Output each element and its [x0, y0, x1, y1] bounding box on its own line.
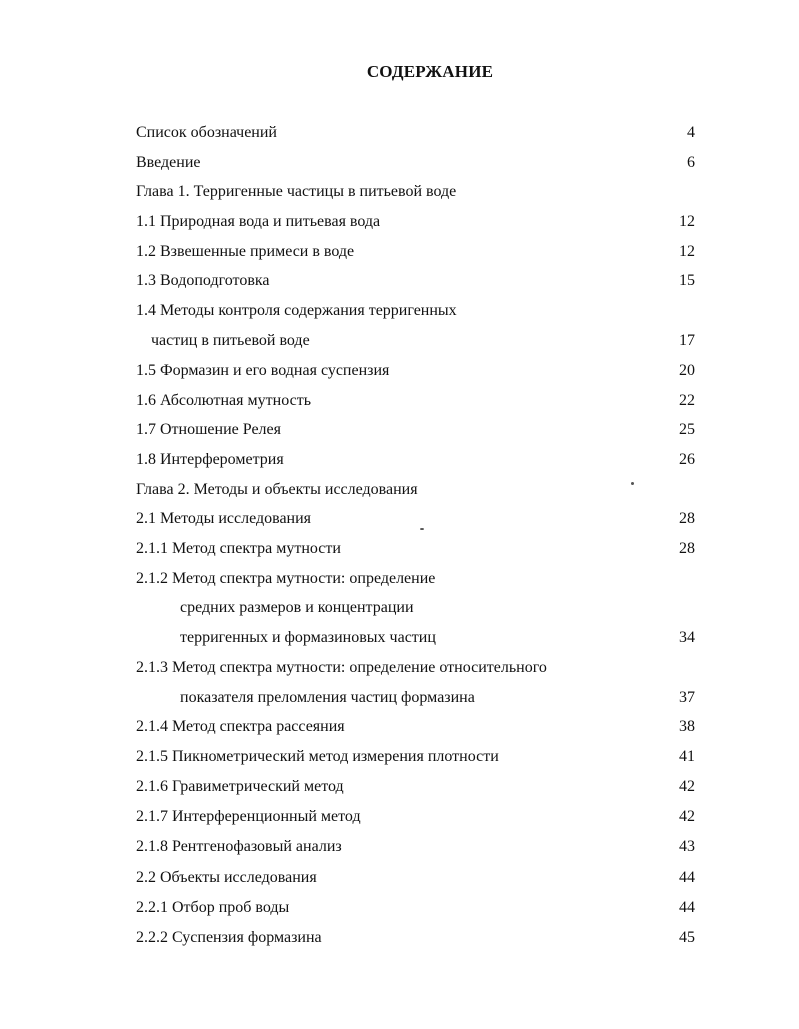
toc-entry-1-4-continued [0, 330, 799, 352]
toc-entry-2-2-2 [0, 927, 799, 949]
toc-entry-page: 20 [679, 362, 695, 379]
toc-entry-text: 1.3 Водоподготовка [136, 272, 270, 289]
toc-entry-text: Список обозначений [136, 124, 277, 141]
toc-entry-text: 1.5 Формазин и его водная суспензия [136, 362, 390, 379]
toc-entry-page: 12 [679, 243, 695, 260]
toc-entry-2-1-5 [0, 746, 799, 768]
toc-entry-text: 2.2.2 Суспензия формазина [136, 929, 322, 946]
toc-entry-chapter-2 [0, 479, 799, 501]
toc-entry-page: 26 [679, 451, 695, 468]
toc-entry-introduction [0, 152, 799, 174]
toc-entry-text: терригенных и формазиновых частиц [180, 629, 436, 646]
toc-entry-page: 28 [679, 540, 695, 557]
toc-entry-text: показателя преломления частиц формазина [180, 689, 475, 706]
toc-entry-text: 1.4 Методы контроля содержания терригенных [136, 302, 457, 319]
toc-entry-1-5 [0, 360, 799, 382]
toc-entry-text: 2.1.7 Интерференционный метод [136, 808, 361, 825]
toc-entry-text: 2.1.5 Пикнометрический метод измерения плотности [136, 748, 499, 765]
toc-entry-2-1-8 [0, 836, 799, 858]
toc-entry-2-1-3 [0, 657, 799, 679]
toc-entry-page: 34 [679, 629, 695, 646]
toc-entry-text: частиц в питьевой воде [151, 332, 310, 349]
scan-speck [420, 528, 424, 530]
toc-entry-text: 1.8 Интерферометрия [136, 451, 284, 468]
toc-entry-2-1-3-continued [0, 687, 799, 709]
toc-entry-page: 38 [679, 718, 695, 735]
toc-entry-page: 25 [679, 421, 695, 438]
toc-entry-page: 44 [679, 899, 695, 916]
toc-entry-2-1-6 [0, 776, 799, 798]
toc-entry-2-1-4 [0, 716, 799, 738]
toc-entry-1-1 [0, 211, 799, 233]
toc-entry-2-1 [0, 508, 799, 530]
toc-entry-text: 2.1 Методы исследования [136, 510, 312, 527]
toc-entry-text: 2.1.1 Метод спектра мутности [136, 540, 341, 557]
toc-entry-text: 1.6 Абсолютная мутность [136, 392, 311, 409]
toc-entry-text: 2.1.2 Метод спектра мутности: определение [136, 570, 436, 587]
toc-entry-text: 1.7 Отношение Релея [136, 421, 281, 438]
toc-entry-text: 2.1.3 Метод спектра мутности: определение относительного [136, 659, 547, 676]
toc-entry-2-2-1 [0, 897, 799, 919]
toc-entry-text: Введение [136, 154, 201, 171]
toc-entry-2-2 [0, 867, 799, 889]
toc-entry-text: 2.2.1 Отбор проб воды [136, 899, 290, 916]
toc-entry-page: 28 [679, 510, 695, 527]
toc-entry-text: 2.1.4 Метод спектра рассеяния [136, 718, 345, 735]
toc-entry-2-1-2 [0, 568, 799, 590]
toc-entry-text: Глава 1. Терригенные частицы в питьевой воде [136, 183, 457, 200]
toc-entry-2-1-2-continued-1 [0, 597, 799, 619]
toc-entry-text: средних размеров и концентрации [180, 599, 414, 616]
toc-entry-page: 44 [679, 869, 695, 886]
toc-entry-page: 41 [679, 748, 695, 765]
toc-entry-text: 2.2 Объекты исследования [136, 869, 317, 886]
toc-entry-page: 42 [679, 778, 695, 795]
toc-entry-page: 12 [679, 213, 695, 230]
toc-entry-1-7 [0, 419, 799, 441]
toc-entry-1-6 [0, 390, 799, 412]
toc-entry-text: Глава 2. Методы и объекты исследования [136, 481, 418, 498]
toc-entry-list-of-symbols [0, 122, 799, 144]
toc-entry-page: 45 [679, 929, 695, 946]
page-title: СОДЕРЖАНИЕ [366, 62, 494, 81]
toc-entry-text: 1.1 Природная вода и питьевая вода [136, 213, 381, 230]
toc-entry-1-3 [0, 270, 799, 292]
toc-entry-2-1-1 [0, 538, 799, 560]
toc-entry-1-8 [0, 449, 799, 471]
toc-entry-page: 15 [679, 272, 695, 289]
toc-entry-2-1-2-continued-2 [0, 627, 799, 649]
toc-entry-page: 4 [687, 124, 695, 141]
toc-entry-page: 6 [687, 154, 695, 171]
toc-entry-1-4 [0, 300, 799, 322]
toc-entry-page: 43 [679, 838, 695, 855]
toc-entry-text: 2.1.8 Рентгенофазовый анализ [136, 838, 342, 855]
scan-speck [631, 482, 634, 485]
toc-entry-page: 42 [679, 808, 695, 825]
toc-entry-text: 2.1.6 Гравиметрический метод [136, 778, 344, 795]
toc-entry-page: 37 [679, 689, 695, 706]
toc-entry-1-2 [0, 241, 799, 263]
toc-entry-text: 1.2 Взвешенные примеси в воде [136, 243, 355, 260]
toc-entry-chapter-1 [0, 181, 799, 203]
toc-entry-page: 22 [679, 392, 695, 409]
toc-entry-page: 17 [679, 332, 695, 349]
toc-entry-2-1-7 [0, 806, 799, 828]
